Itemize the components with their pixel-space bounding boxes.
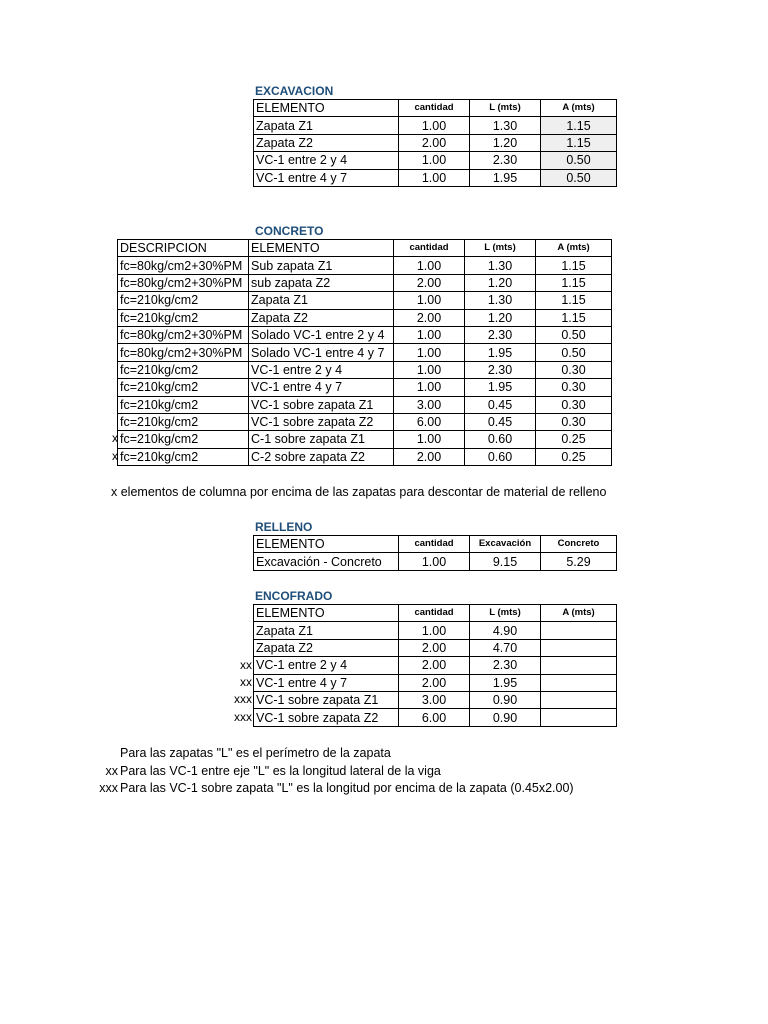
header-cell: ELEMENTO [249,240,394,257]
cell: fc=210kg/cm2 [118,396,249,413]
row-marker: xxx [234,710,252,724]
header-cell: cantidad [399,100,470,117]
header-cell: cantidad [399,536,470,553]
header-cell: ELEMENTO [254,100,399,117]
cell: 6.00 [394,413,465,430]
table-row [254,152,617,169]
note-text: Para las zapatas "L" es el perímetro de la zapata [120,746,391,760]
cell [541,709,617,726]
cell: Zapata Z2 [249,309,394,326]
row-marker: x [112,431,118,445]
excavacion-title: EXCAVACION [255,84,334,98]
cell: 0.50 [541,152,617,169]
cell: 1.15 [536,292,612,309]
cell: 1.15 [536,309,612,326]
header-cell: A (mts) [536,240,612,257]
cell: fc=210kg/cm2 [118,379,249,396]
cell: Solado VC-1 entre 4 y 7 [249,344,394,361]
table-row [254,709,617,726]
header-cell: ELEMENTO [254,605,399,622]
table-row [118,309,612,326]
note-marker: xxx [99,781,118,795]
cell: 2.00 [399,639,470,656]
cell: 1.20 [470,134,541,151]
cell: Sub zapata Z1 [249,257,394,274]
cell: 1.00 [399,152,470,169]
cell: 1.30 [465,292,536,309]
cell [541,622,617,639]
cell: C-2 sobre zapata Z2 [249,448,394,465]
cell: 0.25 [536,431,612,448]
header-cell: DESCRIPCION [118,240,249,257]
header-cell: A (mts) [541,100,617,117]
cell: 0.90 [470,691,541,708]
cell: 3.00 [394,396,465,413]
table-row [118,257,612,274]
header-cell: Excavación [470,536,541,553]
cell: VC-1 entre 4 y 7 [249,379,394,396]
table-row [118,448,612,465]
encofrado-title: ENCOFRADO [255,589,333,603]
header-cell: L (mts) [470,100,541,117]
cell: Zapata Z2 [254,134,399,151]
cell: fc=80kg/cm2+30%PM [118,326,249,343]
cell: 1.15 [541,117,617,134]
table-row [254,117,617,134]
cell: fc=210kg/cm2 [118,413,249,430]
table-row [254,657,617,674]
cell [541,639,617,656]
cell: 9.15 [470,553,541,570]
cell: 0.60 [465,431,536,448]
header-cell: L (mts) [470,605,541,622]
table-row [118,379,612,396]
cell: 6.00 [399,709,470,726]
table-row [254,691,617,708]
note-marker: x [111,485,118,499]
cell: 1.15 [541,134,617,151]
table-row [254,622,617,639]
cell: 1.00 [394,379,465,396]
table-row [118,413,612,430]
cell: 0.45 [465,396,536,413]
cell: 0.30 [536,413,612,430]
concreto-table [117,239,612,466]
cell: 1.00 [399,622,470,639]
cell: Zapata Z1 [254,117,399,134]
cell: 1.00 [394,431,465,448]
cell: 4.90 [470,622,541,639]
header-cell: cantidad [399,605,470,622]
cell: 1.95 [470,169,541,186]
cell: VC-1 sobre zapata Z2 [249,413,394,430]
cell: 1.95 [465,379,536,396]
cell: 1.00 [394,361,465,378]
cell: 0.30 [536,379,612,396]
cell: 1.95 [465,344,536,361]
cell: 2.00 [394,274,465,291]
row-marker: xx [240,658,252,672]
cell: 2.30 [465,326,536,343]
cell: 2.30 [470,152,541,169]
table-header-row [254,605,617,622]
cell: 2.00 [399,657,470,674]
cell: VC-1 entre 4 y 7 [254,674,399,691]
cell: 1.15 [536,257,612,274]
table-row [118,274,612,291]
cell: 1.20 [465,274,536,291]
cell: 3.00 [399,691,470,708]
cell: 4.70 [470,639,541,656]
cell: 0.30 [536,396,612,413]
cell: 1.00 [399,553,470,570]
note-text: Para las VC-1 entre eje "L" es la longitud lateral de la viga [120,764,441,778]
cell: Zapata Z1 [249,292,394,309]
cell: 0.30 [536,361,612,378]
concreto-title: CONCRETO [255,224,324,238]
header-cell: cantidad [394,240,465,257]
cell: fc=210kg/cm2 [118,292,249,309]
cell: 2.00 [399,134,470,151]
cell: 0.60 [465,448,536,465]
cell: 1.00 [394,326,465,343]
cell: VC-1 entre 2 y 4 [254,657,399,674]
table-row [254,553,617,570]
header-cell: ELEMENTO [254,536,399,553]
header-cell: A (mts) [541,605,617,622]
note-text: Para las VC-1 sobre zapata "L" es la longitud por encima de la zapata (0.45x2.00) [120,781,574,795]
cell: VC-1 entre 2 y 4 [249,361,394,378]
cell [541,657,617,674]
cell: sub zapata Z2 [249,274,394,291]
cell: fc=210kg/cm2 [118,309,249,326]
cell: 2.00 [399,674,470,691]
table-row [254,169,617,186]
cell: fc=210kg/cm2 [118,448,249,465]
cell: VC-1 entre 2 y 4 [254,152,399,169]
excavacion-table [253,99,617,187]
cell: 1.00 [394,257,465,274]
cell: 2.30 [470,657,541,674]
cell: 0.45 [465,413,536,430]
cell: VC-1 entre 4 y 7 [254,169,399,186]
cell: Zapata Z2 [254,639,399,656]
cell: 1.00 [394,344,465,361]
cell: 0.25 [536,448,612,465]
cell: fc=210kg/cm2 [118,361,249,378]
cell: 1.00 [394,292,465,309]
cell: Solado VC-1 entre 2 y 4 [249,326,394,343]
cell [541,691,617,708]
table-row [118,361,612,378]
table-row [254,134,617,151]
cell: 0.50 [536,344,612,361]
cell: C-1 sobre zapata Z1 [249,431,394,448]
cell: 2.00 [394,309,465,326]
header-cell: Concreto [541,536,617,553]
cell: 0.50 [536,326,612,343]
note-text: elementos de columna por encima de las zapatas para descontar de material de relleno [120,485,607,499]
cell: 0.50 [541,169,617,186]
table-row [118,431,612,448]
cell: fc=210kg/cm2 [118,431,249,448]
row-marker: x [112,449,118,463]
table-row [118,396,612,413]
cell: VC-1 sobre zapata Z1 [254,691,399,708]
cell: VC-1 sobre zapata Z1 [249,396,394,413]
cell: 1.30 [465,257,536,274]
cell: 1.00 [399,169,470,186]
table-header-row [118,240,612,257]
row-marker: xx [240,675,252,689]
table-header-row [254,536,617,553]
table-row [254,674,617,691]
header-cell: L (mts) [465,240,536,257]
cell: Excavación - Concreto [254,553,399,570]
cell: 2.30 [465,361,536,378]
cell: fc=80kg/cm2+30%PM [118,257,249,274]
relleno-title: RELLENO [255,520,313,534]
cell: fc=80kg/cm2+30%PM [118,344,249,361]
table-row [118,292,612,309]
cell: fc=80kg/cm2+30%PM [118,274,249,291]
relleno-table [253,535,617,571]
cell [541,674,617,691]
note-marker: xx [105,764,118,778]
table-row [118,326,612,343]
cell: 0.90 [470,709,541,726]
cell: 1.95 [470,674,541,691]
cell: 2.00 [394,448,465,465]
table-row [118,344,612,361]
cell: 1.00 [399,117,470,134]
cell: Zapata Z1 [254,622,399,639]
cell: 5.29 [541,553,617,570]
cell: 1.30 [470,117,541,134]
concreto-note [111,485,606,499]
table-header-row [254,100,617,117]
cell: 1.20 [465,309,536,326]
encofrado-table [253,604,617,727]
table-row [254,639,617,656]
row-marker: xxx [234,692,252,706]
cell: VC-1 sobre zapata Z2 [254,709,399,726]
cell: 1.15 [536,274,612,291]
